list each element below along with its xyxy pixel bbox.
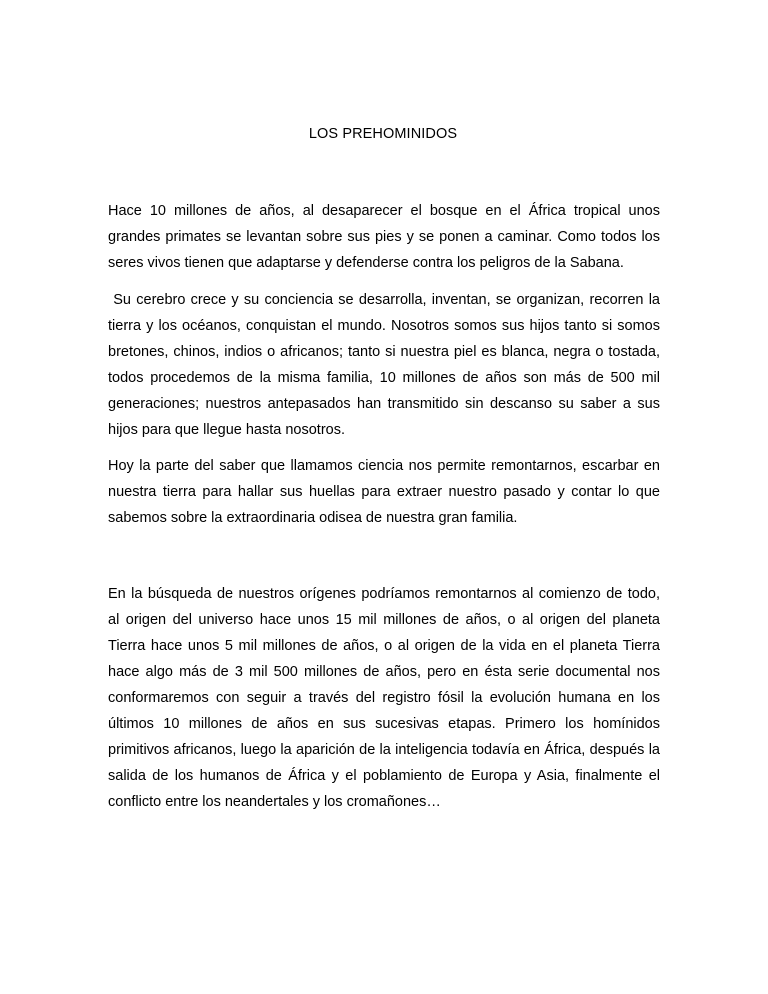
document-title: LOS PREHOMINIDOS <box>308 126 458 142</box>
paragraph-1: Hace 10 millones de años, al desaparecer el bosque en el África tropical unos grandes primates se levantan sobre sus pies y se ponen a caminar. Como todos los seres vivos tienen que adaptarse y defenderse contra los peligros de la Sabana. <box>108 203 660 271</box>
paragraph-2: Su cerebro crece y su conciencia se desarrolla, inventan, se organizan, recorren la tierra y los océanos, conquistan el mundo. Nosotros somos sus hijos tanto si somos bretones, chinos, indios o africanos; tanto si nuestra piel es blanca, negra o tostada, todos procedemos de la misma familia, 10 millones de años son más de 500 mil generaciones; nuestros antepasados han transmitido sin descanso su saber a sus hijos para que llegue hasta nosotros. <box>108 292 665 438</box>
paragraph-4: En la búsqueda de nuestros orígenes podríamos remontarnos al comienzo de todo, al origen del universo hace unos 15 mil millones de años, o al origen del planeta Tierra hace unos 5 mil millones de años, o al origen de la vida en el planeta Tierra hace algo más de 3 mil 500 millones de años, pero en ésta serie documental nos conformaremos con seguir a través del registro fósil la evolución humana en los últimos 10 millones de años en sus sucesivas etapas. Primero los homínidos primitivos africanos, luego la aparición de la inteligencia todavía en África, después la salida de los humanos de África y el poblamiento de Europa y Asia, finalmente el conflicto entre los neandertales y los cromañones… <box>108 586 660 810</box>
document-body <box>108 198 665 815</box>
paragraph-3: Hoy la parte del saber que llamamos ciencia nos permite remontarnos, escarbar en nuestra tierra para hallar sus huellas para extraer nuestro pasado y contar lo que sabemos sobre la extraordinaria odisea de nuestra gran familia. <box>108 458 660 526</box>
